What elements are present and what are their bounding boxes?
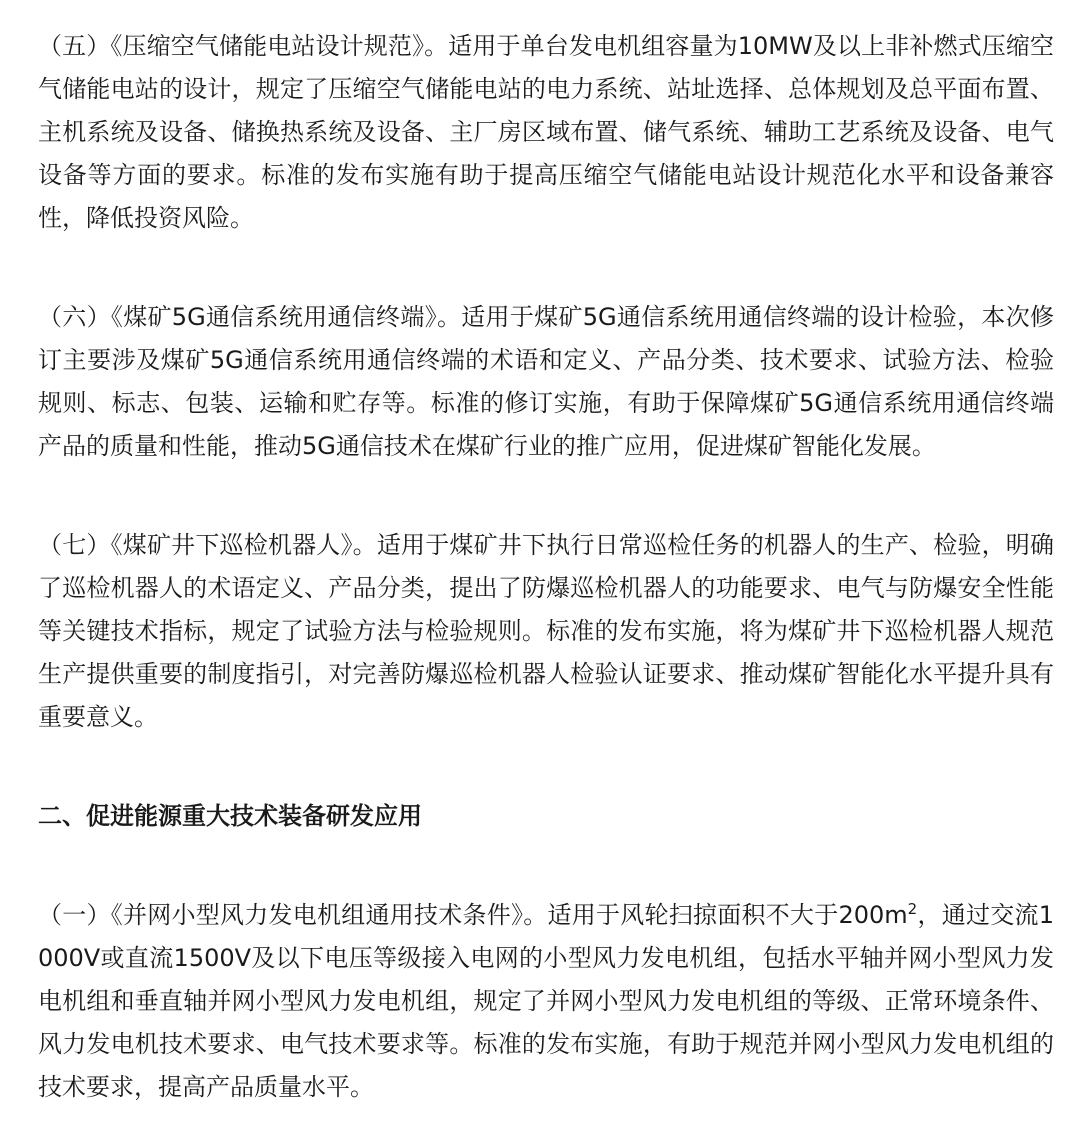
section-heading: 二、促进能源重大技术装备研发应用 bbox=[38, 802, 422, 830]
article-body bbox=[38, 25, 1054, 1109]
paragraph-gap bbox=[38, 240, 1054, 296]
paragraph-standard-1 bbox=[38, 894, 1054, 1109]
superscript-exponent: 2 bbox=[907, 900, 918, 918]
paragraph-standard-5: （五）《压缩空气储能电站设计规范》。适用于单台发电机组容量为10MW及以上非补燃式压缩空气储能电站的设计，规定了压缩空气储能电站的电力系统、站址选择、总体规划及总平面布置、主机系统及设备、储换热系统及设备、主厂房区域布置、储气系统、辅助工艺系统及设备、电气设备等方面的要求。标准的发布实施有助于提高压缩空气储能电站设计规范化水平和设备兼容性，降低投资风险。 bbox=[38, 32, 1054, 232]
paragraph-standard-6: （六）《煤矿5G通信系统用通信终端》。适用于煤矿5G通信系统用通信终端的设计检验，本次修订主要涉及煤矿5G通信系统用通信终端的术语和定义、产品分类、技术要求、试验方法、检验规则、标志、包装、运输和贮存等。标准的修订实施，有助于保障煤矿5G通信系统用通信终端产品的质量和性能，推动5G通信技术在煤矿行业的推广应用，促进煤矿智能化发展。 bbox=[38, 303, 1054, 460]
paragraph-text-after-superscript: ，通过交流1000V或直流1500V及以下电压等级接入电网的小型风力发电机组，包括水平轴并网小型风力发电机组和垂直轴并网小型风力发电机组，规定了并网小型风力发电机组的等级、正常环境条件、风力发电机技术要求、电气技术要求等。标准的发布实施，有助于规范并网小型风力发电机组的技术要求，提高产品质量水平。 bbox=[38, 901, 1054, 1101]
paragraph-gap bbox=[38, 739, 1054, 795]
paragraph-text-before-superscript: （一）《并网小型风力发电机组通用技术条件》。适用于风轮扫掠面积不大于200m bbox=[38, 901, 908, 929]
paragraph-standard-7: （七）《煤矿井下巡检机器人》。适用于煤矿井下执行日常巡检任务的机器人的生产、检验，明确了巡检机器人的术语定义、产品分类，提出了防爆巡检机器人的功能要求、电气与防爆安全性能等关键技术指标，规定了试验方法与检验规则。标准的发布实施，将为煤矿井下巡检机器人规范生产提供重要的制度指引，对完善防爆巡检机器人检验认证要求、推动煤矿智能化水平提升具有重要意义。 bbox=[38, 531, 1054, 731]
paragraph-gap bbox=[38, 468, 1054, 524]
paragraph-gap bbox=[38, 838, 1054, 894]
